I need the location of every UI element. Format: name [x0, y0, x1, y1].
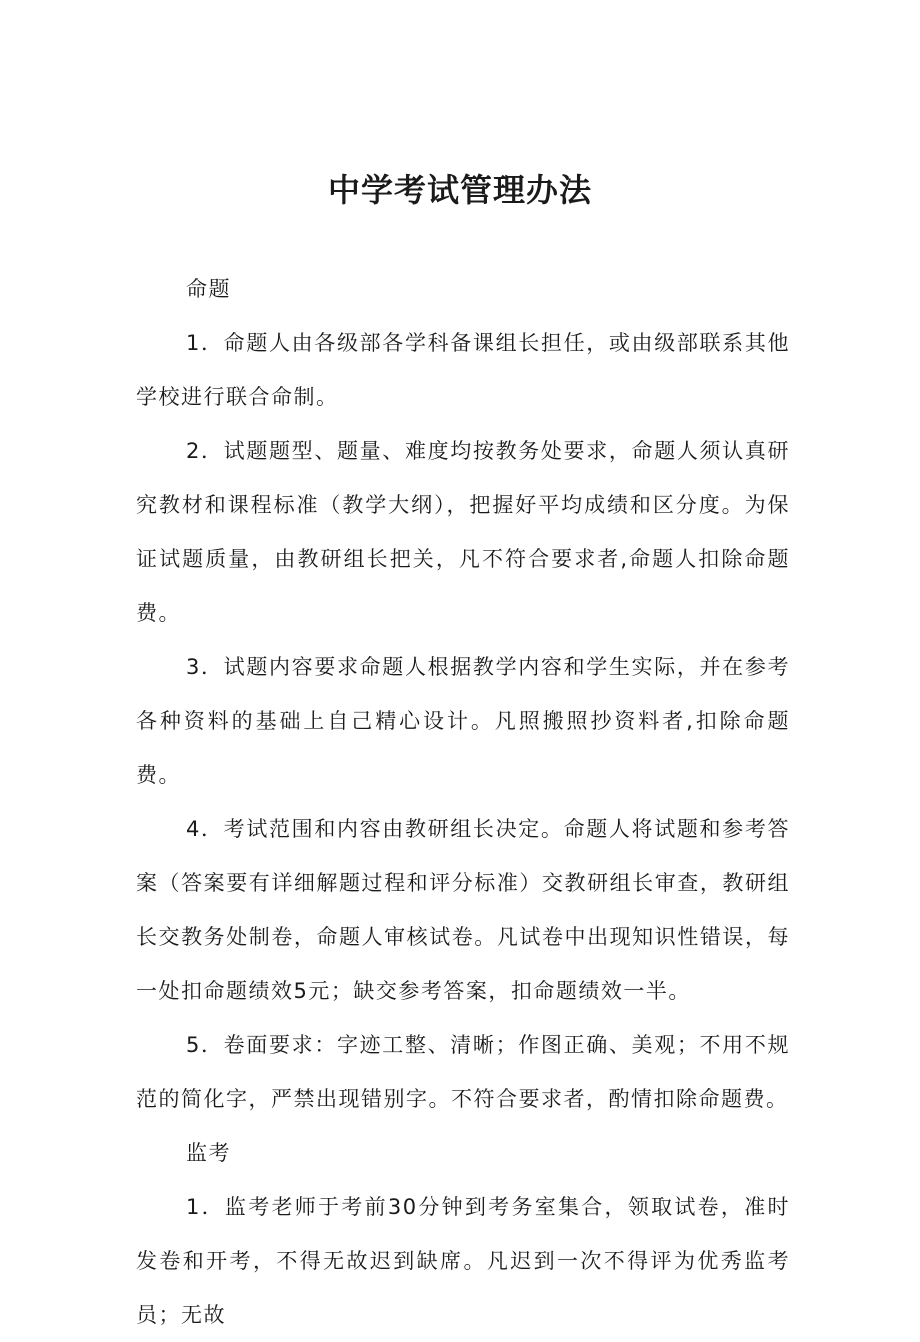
proposition-item-3: 3．试题内容要求命题人根据教学内容和学生实际，并在参考各种资料的基础上自己精心设计。凡照搬照抄资料者,扣除命题费。 [136, 655, 790, 787]
invigilation-item-1: 1．监考老师于考前30分钟到考务室集合，领取试卷，准时发卷和开考，不得无故迟到缺席。凡迟到一次不得评为优秀监考员；无故 [136, 1195, 790, 1327]
section-heading-invigilation: 监考 [186, 1141, 231, 1165]
proposition-item-1: 1．命题人由各级部各学科备课组长担任，或由级部联系其他学校进行联合命制。 [136, 331, 790, 409]
document-title: 中学考试管理办法 [327, 171, 592, 209]
document-body [136, 262, 790, 1342]
proposition-item-5: 5．卷面要求：字迹工整、清晰；作图正确、美观；不用不规范的简化字，严禁出现错别字。不符合要求者，酌情扣除命题费。 [136, 1033, 790, 1111]
proposition-item-4: 4．考试范围和内容由教研组长决定。命题人将试题和参考答案（答案要有详细解题过程和评分标准）交教研组长审查，教研组长交教务处制卷，命题人审核试卷。凡试卷中出现知识性错误，每一处扣命题绩效5元；缺交参考答案，扣命题绩效一半。 [136, 817, 790, 1003]
section-heading-proposition: 命题 [186, 277, 231, 301]
proposition-item-2: 2．试题题型、题量、难度均按教务处要求，命题人须认真研究教材和课程标准（教学大纲），把握好平均成绩和区分度。为保证试题质量，由教研组长把关，凡不符合要求者,命题人扣除命题费。 [136, 439, 790, 625]
